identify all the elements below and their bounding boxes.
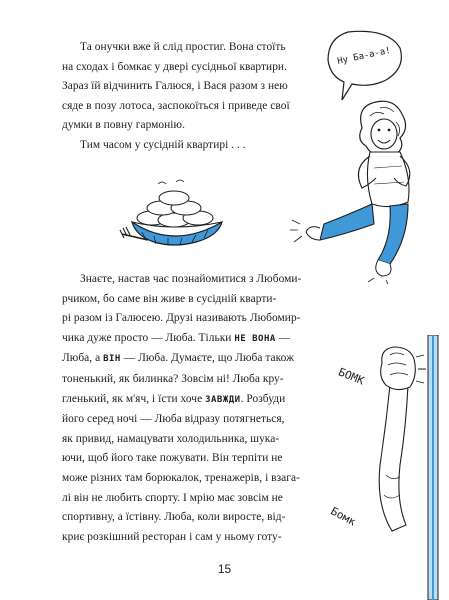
text-line: спортивну, а їстівну. Люба, коли виросте, від- [62,511,286,524]
paragraph-intro [62,38,320,156]
text-line: сяде в позу лотоса, заспокоїться і приведе свої [62,99,290,112]
text-line: Знаєте, настав час познайомитися з Любоми- [80,273,302,285]
text-line: рі разом із Галюсею. Друзі називають Любомир- [62,312,301,325]
text-fragment: — Люба. Думаєте, що Люба також [120,352,295,365]
paragraph-lyuba [62,270,320,547]
text-fragment: . Розбуди [240,392,286,405]
handwritten-word: ВІН [103,354,121,365]
text-line: криє розкішний ресторан і сам у ньому готу- [62,530,282,543]
text-line: Тим часом у сусідній квартирі . . . [80,138,246,151]
text-line: як привид, намацувати холодильника, шука- [62,432,280,445]
text-fragment: гленький, як м'яч, і їсти хоче [62,392,206,405]
text-line: на сходах і бомкає у двері сусідньої квартири. [62,60,287,73]
text-fragment: чика дуже просто — Люба. Тільки [62,331,235,344]
text-line: його серед ночі — Люба відразу потягнеться, [62,413,285,426]
text-line: рчиком, бо саме він живе в сусідній кварти- [62,292,277,305]
text-line: думки в повну гармонію. [62,119,185,132]
text-line: ючи, щоб його таке пожувати. Він терпіти не [62,452,283,465]
text-line: лі він не любить спорту. І мрію має зовсім не [62,491,283,504]
text-fragment: — [275,331,291,344]
page-number: 15 [217,562,232,576]
text-line: Зараз їй відчинить Галюся, і Вася разом з нею [62,80,288,93]
dumplings-plate-illustration [118,178,228,258]
girl-illustration [290,28,440,284]
text-fragment: Люба, а [62,352,104,365]
text-line: тоненький, як билинка? Зовсім ні! Люба кру- [62,372,284,385]
sound-effect-bottom: Бомк [328,504,359,529]
handwritten-word: ЗАВЖДИ [205,394,241,405]
text-line: Та онучки вже й слід простиг. Вона стоїть [80,41,286,53]
handwritten-word: НЕ ВОНА [234,333,276,344]
text-line [62,390,320,411]
text-line [62,329,320,350]
text-line: може різних там борюкалок, тренажерів, і взага- [62,471,300,484]
sound-effect-top: БОМК [336,365,366,388]
text-line [62,349,320,370]
speech-bubble-text: Ну Ба-а-а! [336,45,392,67]
